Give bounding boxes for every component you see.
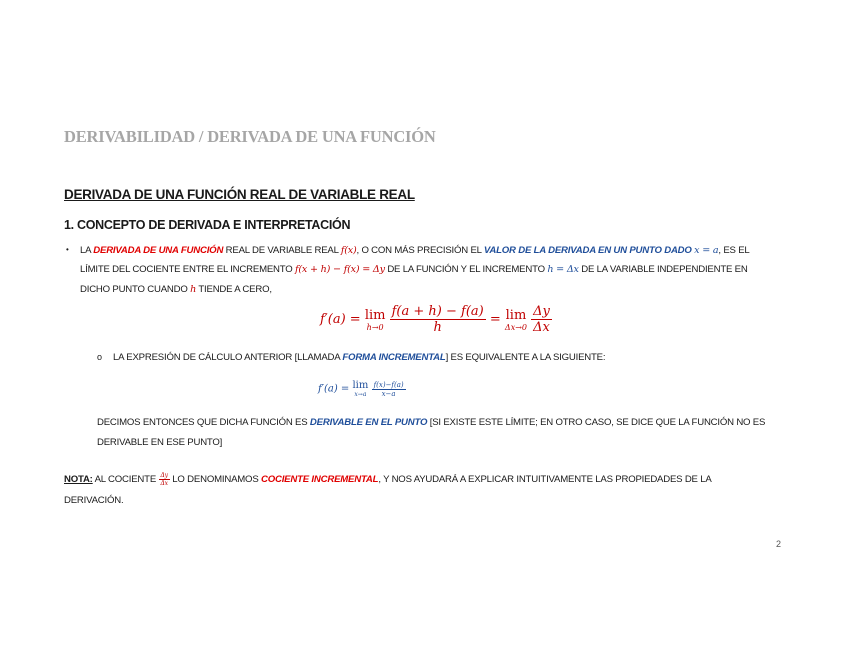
math-x-eq-a: x = a bbox=[694, 245, 719, 256]
para3-text: [SI EXISTE ESTE LÍMITE; EN OTRO CASO, SE DICE QUE LA FUNCIÓN NO ES bbox=[429, 417, 766, 428]
formula-lhs: f′(a) = bbox=[320, 312, 361, 327]
page-number: 2 bbox=[776, 539, 782, 549]
para1-text: REAL DE VARIABLE REAL bbox=[225, 245, 339, 256]
fraction-numerator: Δy bbox=[160, 472, 168, 479]
fraction-numerator: Δy bbox=[533, 304, 550, 319]
lim-subscript: Δx→0 bbox=[504, 322, 528, 332]
math-increment-x: h = Δx bbox=[547, 264, 579, 275]
limit-x-a bbox=[352, 380, 368, 398]
para1-text: LA bbox=[80, 245, 91, 256]
fraction-denominator: x−a bbox=[381, 389, 396, 398]
lim-subscript: x→a bbox=[354, 391, 367, 398]
derivada-term: DERIVADA DE UNA FUNCIÓN bbox=[93, 245, 224, 256]
para2-line bbox=[113, 352, 605, 363]
note-text: , Y NOS AYUDARÁ A EXPLICAR INTUITIVAMENTE LAS PROPIEDADES DE LA bbox=[378, 474, 712, 486]
para2-text: LA EXPRESIÓN DE CÁLCULO ANTERIOR [LLAMADA bbox=[113, 352, 340, 363]
section-title: DERIVADA DE UNA FUNCIÓN REAL DE VARIABLE REAL bbox=[64, 187, 415, 202]
note-text: AL COCIENTE bbox=[94, 474, 157, 486]
para1-text: DICHO PUNTO CUANDO bbox=[80, 284, 188, 295]
para3-line2: DERIVABLE EN ESE PUNTO] bbox=[97, 437, 223, 448]
note-text: LO DENOMINAMOS bbox=[172, 474, 259, 486]
math-increment-y: f(x + h) − f(x) = Δy bbox=[295, 264, 385, 275]
fraction-incremental bbox=[390, 304, 486, 335]
fraction-small bbox=[159, 472, 170, 487]
para3-text: DECIMOS ENTONCES QUE DICHA FUNCIÓN ES bbox=[97, 417, 308, 428]
derivable-term: DERIVABLE EN EL PUNTO bbox=[309, 417, 428, 428]
cociente-incremental-term: COCIENTE INCREMENTAL bbox=[260, 474, 379, 486]
para1-text: DE LA FUNCIÓN Y EL INCREMENTO bbox=[387, 264, 545, 275]
para1-text: , O CON MÁS PRECISIÓN EL bbox=[356, 245, 482, 256]
equals-sign: = bbox=[489, 312, 501, 327]
bullet-icon: • bbox=[66, 245, 69, 254]
fraction-denominator: Δx bbox=[533, 320, 550, 335]
lim-label: lim bbox=[352, 380, 369, 391]
note-label: NOTA: bbox=[64, 474, 93, 486]
lim-label: lim bbox=[505, 307, 527, 323]
para1-line1 bbox=[80, 245, 750, 256]
forma-incremental-term: FORMA INCREMENTAL bbox=[342, 352, 446, 363]
fraction-numerator: f(x)−f(a) bbox=[373, 380, 404, 389]
para1-line2 bbox=[80, 264, 748, 275]
formula-lhs: f′(a) = bbox=[318, 383, 350, 395]
formula-equivalent bbox=[318, 380, 406, 398]
sub-bullet-icon: o bbox=[97, 352, 103, 362]
page-title: DERIVABILIDAD / DERIVADA DE UNA FUNCIÓN bbox=[64, 127, 436, 146]
para1-text: TIENDE A CERO, bbox=[198, 284, 272, 295]
para1-line3 bbox=[80, 284, 272, 295]
fraction-numerator: f(a + h) − f(a) bbox=[391, 304, 484, 319]
para1-text: DE LA VARIABLE INDEPENDIENTE EN bbox=[581, 264, 748, 275]
lim-subscript: h→0 bbox=[366, 322, 384, 332]
subsection-title: 1. CONCEPTO DE DERIVADA E INTERPRETACIÓN bbox=[64, 218, 351, 232]
limit-dx bbox=[505, 308, 527, 332]
math-fx: f(x) bbox=[340, 245, 357, 256]
para1-text: , ES EL bbox=[718, 245, 750, 256]
note-line2: DERIVACIÓN. bbox=[64, 495, 124, 506]
note-line1 bbox=[64, 472, 712, 487]
formula-derivative-definition bbox=[320, 304, 552, 335]
limit-h bbox=[365, 308, 386, 332]
fraction-denominator: h bbox=[433, 320, 442, 335]
para1-text: LÍMITE DEL COCIENTE ENTRE EL INCREMENTO bbox=[80, 264, 293, 275]
para3-line1 bbox=[97, 417, 765, 428]
math-h: h bbox=[190, 284, 197, 295]
fraction-delta bbox=[531, 304, 552, 335]
valor-derivada-term: VALOR DE LA DERIVADA EN UN PUNTO DADO bbox=[483, 245, 692, 256]
fraction-denominator: Δx bbox=[160, 480, 168, 487]
lim-label: lim bbox=[364, 307, 386, 323]
para2-text: ] ES EQUIVALENTE A LA SIGUIENTE: bbox=[445, 352, 606, 363]
fraction-equivalent bbox=[372, 381, 406, 398]
